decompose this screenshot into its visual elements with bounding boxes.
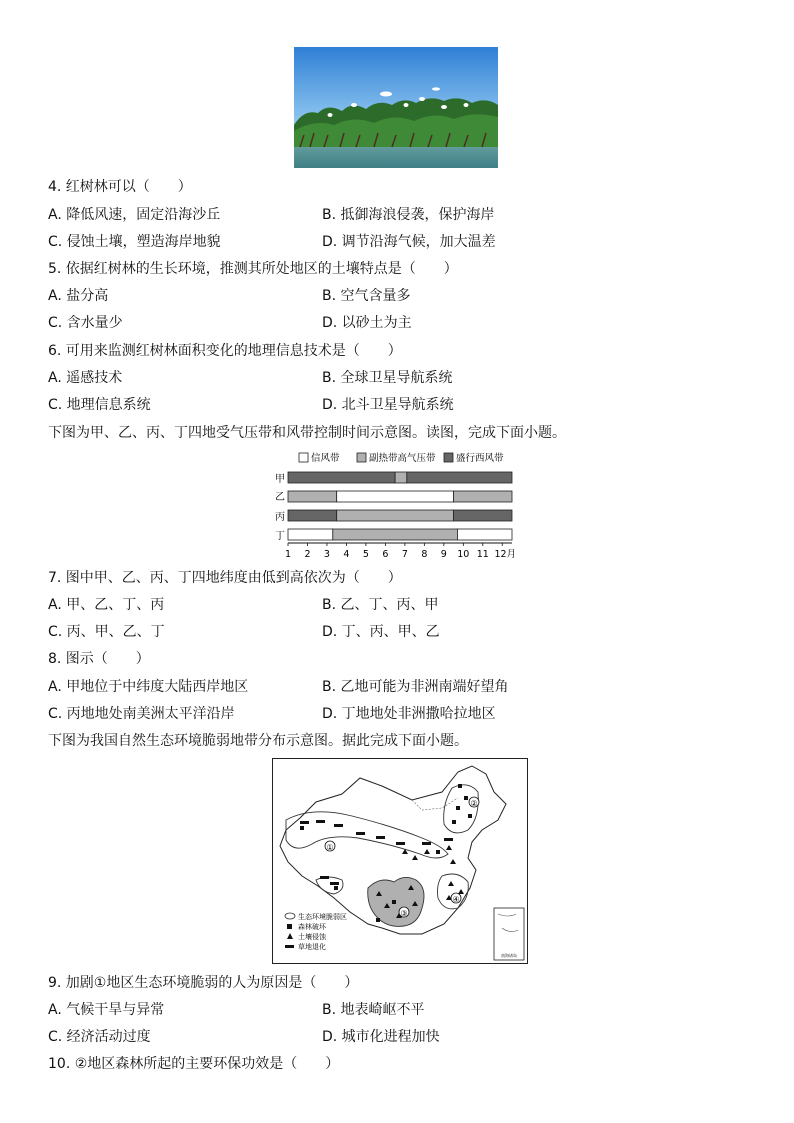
intro-eco-map: 下图为我国自然生态环境脆弱地带分布示意图。据此完成下面小题。 <box>48 733 468 749</box>
inset-label: 南海诸岛 <box>501 953 517 958</box>
q8-option-c[interactable]: C. 丙地地处南美洲太平洋沿岸 <box>48 706 235 722</box>
region-label-4: ④ <box>452 895 460 904</box>
legend-label-westerly: 盛行西风带 <box>456 453 504 464</box>
x-tick-label-10: 10 <box>457 549 470 560</box>
q4-option-a[interactable]: A. 降低风速，固定沿海沙丘 <box>48 207 221 223</box>
region-label-2: ② <box>470 799 478 808</box>
belt-segment-3-3 <box>454 510 512 521</box>
belt-segment-3-2 <box>337 510 454 521</box>
question-8-stem: 8. 图示（ ） <box>48 651 150 667</box>
legend-label-subtropical: 副热带高气压带 <box>369 453 436 464</box>
q9-option-a[interactable]: A. 气候干旱与异常 <box>48 1002 165 1018</box>
q4-option-c[interactable]: C. 侵蚀土壤，塑造海岸地貌 <box>48 234 221 250</box>
x-tick-label-8: 8 <box>421 549 428 560</box>
x-tick-label-1: 1 <box>284 549 292 560</box>
map-legend-soil: 土壤侵蚀 <box>298 933 326 941</box>
q8-option-a[interactable]: A. 甲地位于中纬度大陆西岸地区 <box>48 679 249 695</box>
belt-segment-1-1 <box>288 472 395 483</box>
belt-segment-4-2 <box>333 529 458 540</box>
q5-option-a[interactable]: A. 盐分高 <box>48 288 109 304</box>
belt-segment-3-1 <box>288 510 337 521</box>
q6-option-a[interactable]: A. 遥感技术 <box>48 370 123 386</box>
legend-swatch-trade <box>299 453 308 462</box>
x-tick-label-9: 9 <box>440 549 447 560</box>
belt-segment-4-1 <box>288 529 333 540</box>
q6-option-d[interactable]: D. 北斗卫星导航系统 <box>322 397 454 413</box>
x-tick-label-3: 3 <box>323 549 330 560</box>
q7-option-a[interactable]: A. 甲、乙、丁、丙 <box>48 597 165 613</box>
row-label-ding: 丁 <box>275 531 285 542</box>
q6-option-b[interactable]: B. 全球卫星导航系统 <box>322 370 453 386</box>
question-7-stem: 7. 图中甲、乙、丙、丁四地纬度由低到高依次为（ ） <box>48 570 402 586</box>
belt-segment-2-1 <box>288 491 337 502</box>
q7-option-b[interactable]: B. 乙、丁、丙、甲 <box>322 597 439 613</box>
legend-label-trade: 信风带 <box>311 453 340 464</box>
q5-option-b[interactable]: B. 空气含量多 <box>322 288 411 304</box>
region-label-1: ① <box>326 843 334 852</box>
mangrove-photo <box>294 47 498 168</box>
q4-option-d[interactable]: D. 调节沿海气候，加大温差 <box>322 234 496 250</box>
belt-segment-1-2 <box>395 472 407 483</box>
question-6-stem: 6. 可用来监测红树林面积变化的地理信息技术是（ ） <box>48 343 402 359</box>
q4-option-b[interactable]: B. 抵御海浪侵袭，保护海岸 <box>322 207 495 223</box>
q9-option-b[interactable]: B. 地表崎岖不平 <box>322 1002 425 1018</box>
map-legend-forest: 森林破坏 <box>298 923 326 931</box>
x-tick-label-6: 6 <box>382 549 389 560</box>
row-label-bing: 丙 <box>275 512 285 523</box>
belt-segment-2-3 <box>454 491 512 502</box>
belt-segment-2-2 <box>337 491 454 502</box>
x-tick-label-5: 5 <box>362 549 369 560</box>
belt-segment-4-3 <box>457 529 512 540</box>
pressure-belt-chart <box>268 447 528 562</box>
row-label-jia: 甲 <box>275 474 285 485</box>
question-4-stem: 4. 红树林可以（ ） <box>48 179 192 195</box>
x-tick-label-11: 11 <box>476 549 489 560</box>
question-5-stem: 5. 依据红树林的生长环境，推测其所处地区的土壤特点是（ ） <box>48 261 458 277</box>
map-legend-grassland: 草地退化 <box>298 943 326 951</box>
question-10-stem: 10. ②地区森林所起的主要环保功效是（ ） <box>48 1056 340 1072</box>
q7-option-d[interactable]: D. 丁、丙、甲、乙 <box>322 624 440 640</box>
q8-option-d[interactable]: D. 丁地地处非洲撒哈拉地区 <box>322 706 496 722</box>
x-tick-label-4: 4 <box>343 549 350 560</box>
legend-swatch-westerly <box>444 453 453 462</box>
china-eco-fragile-map <box>272 758 528 964</box>
x-tick-label-12: 12月 <box>494 549 517 560</box>
q7-option-c[interactable]: C. 丙、甲、乙、丁 <box>48 624 165 640</box>
question-9-stem: 9. 加剧①地区生态环境脆弱的人为原因是（ ） <box>48 975 359 991</box>
q9-option-c[interactable]: C. 经济活动过度 <box>48 1029 151 1045</box>
region-label-3: ③ <box>400 909 408 918</box>
legend-swatch-subtropical <box>357 453 366 462</box>
intro-pressure-belts: 下图为甲、乙、丙、丁四地受气压带和风带控制时间示意图。读图，完成下面小题。 <box>48 425 566 441</box>
q8-option-b[interactable]: B. 乙地可能为非洲南端好望角 <box>322 679 509 695</box>
q6-option-c[interactable]: C. 地理信息系统 <box>48 397 151 413</box>
x-tick-label-7: 7 <box>401 549 408 560</box>
belt-segment-1-3 <box>407 472 512 483</box>
q5-option-c[interactable]: C. 含水量少 <box>48 315 123 331</box>
map-legend-fragile: 生态环境脆弱区 <box>298 913 347 921</box>
row-label-yi: 乙 <box>275 492 285 503</box>
x-tick-label-2: 2 <box>304 549 311 560</box>
q9-option-d[interactable]: D. 城市化进程加快 <box>322 1029 440 1045</box>
q5-option-d[interactable]: D. 以砂土为主 <box>322 315 412 331</box>
